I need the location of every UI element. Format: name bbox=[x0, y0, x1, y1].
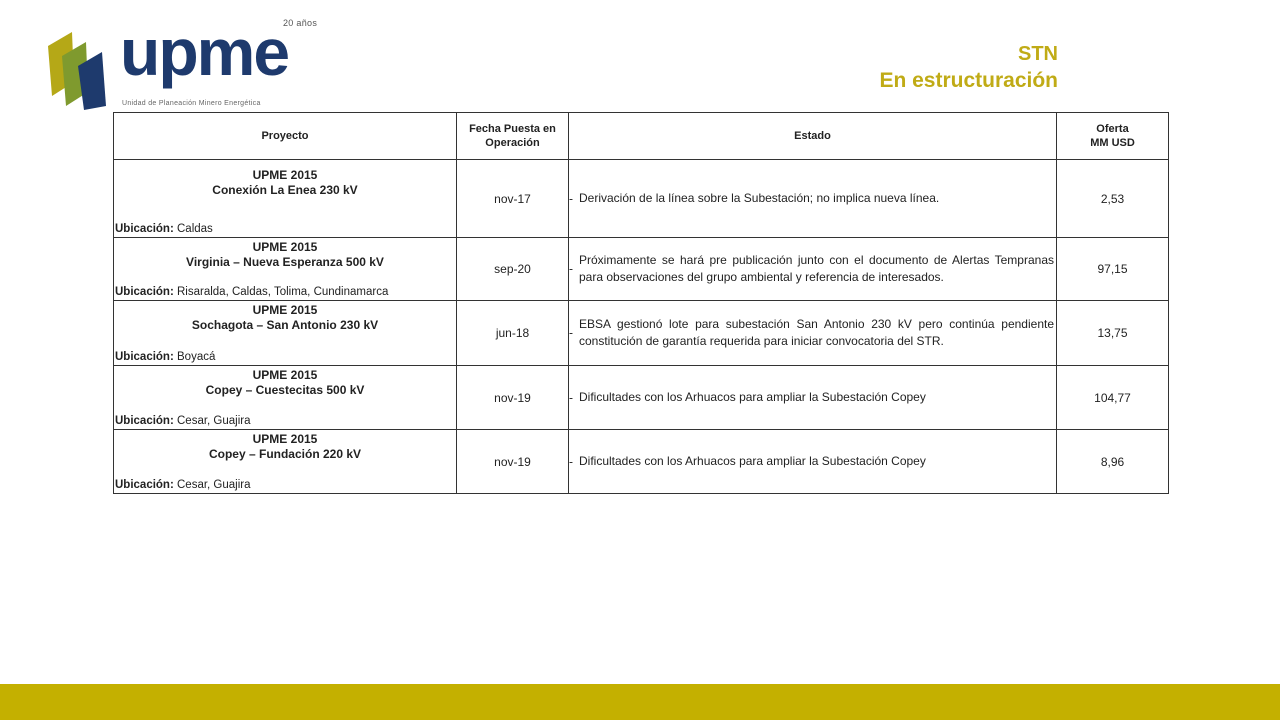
project-cell bbox=[114, 238, 457, 301]
location-label: Ubicación: bbox=[115, 222, 174, 235]
location-value: Cesar, Guajira bbox=[177, 478, 251, 491]
table-row bbox=[114, 301, 1169, 366]
location-value: Boyacá bbox=[177, 350, 216, 363]
location-value: Caldas bbox=[177, 222, 213, 235]
title-line-1: STN bbox=[1018, 43, 1058, 65]
project-location bbox=[114, 351, 215, 363]
offer-cell: 13,75 bbox=[1057, 301, 1169, 366]
location-label: Ubicación: bbox=[115, 350, 174, 363]
offer-cell: 104,77 bbox=[1057, 366, 1169, 430]
location-label: Ubicación: bbox=[115, 478, 174, 491]
table-row bbox=[114, 160, 1169, 238]
project-cell bbox=[114, 301, 457, 366]
project-name: Sochagota – San Antonio 230 kV bbox=[191, 317, 379, 332]
bullet-dash: - bbox=[569, 390, 573, 404]
state-text: Próximamente se hará pre publicación junto con el documento de Alertas Tempranas para observaciones del grupo ambiental y referencia de interesados. bbox=[579, 253, 1054, 284]
table-row bbox=[114, 366, 1169, 430]
location-value: Cesar, Guajira bbox=[177, 414, 251, 427]
date-cell: jun-18 bbox=[457, 301, 569, 366]
table-row bbox=[114, 238, 1169, 301]
state-text: Dificultades con los Arhuacos para ampliar la Subestación Copey bbox=[579, 454, 926, 468]
bullet-dash: - bbox=[569, 325, 573, 340]
state-cell bbox=[569, 160, 1057, 238]
header-estado: Estado bbox=[569, 113, 1057, 160]
project-cell bbox=[114, 160, 457, 238]
project-name: Copey – Cuestecitas 500 kV bbox=[205, 382, 365, 397]
date-cell: nov-19 bbox=[457, 430, 569, 494]
date-cell: nov-19 bbox=[457, 366, 569, 430]
title-line-2: En estructuración bbox=[879, 69, 1058, 92]
state-text: Dificultades con los Arhuacos para ampliar la Subestación Copey bbox=[579, 390, 926, 404]
project-program: UPME 2015 bbox=[252, 302, 318, 317]
state-cell bbox=[569, 238, 1057, 301]
offer-cell: 8,96 bbox=[1057, 430, 1169, 494]
project-location bbox=[114, 479, 251, 491]
offer-cell: 2,53 bbox=[1057, 160, 1169, 238]
header-oferta-line2: MM USD bbox=[1090, 137, 1135, 149]
projects-table bbox=[113, 112, 1169, 494]
location-label: Ubicación: bbox=[115, 285, 174, 298]
bullet-dash: - bbox=[569, 191, 573, 205]
project-program: UPME 2015 bbox=[252, 167, 318, 182]
logo-leaf-icon bbox=[44, 16, 114, 112]
project-name: Virginia – Nueva Esperanza 500 kV bbox=[186, 254, 384, 269]
slide-title bbox=[879, 41, 1058, 94]
state-cell bbox=[569, 430, 1057, 494]
offer-cell: 97,15 bbox=[1057, 238, 1169, 301]
state-cell bbox=[569, 366, 1057, 430]
project-program: UPME 2015 bbox=[252, 431, 318, 446]
table-header-row bbox=[114, 113, 1169, 160]
table-row bbox=[114, 430, 1169, 494]
project-cell bbox=[114, 430, 457, 494]
location-label: Ubicación: bbox=[115, 414, 174, 427]
project-cell bbox=[114, 366, 457, 430]
logo-subtitle: Unidad de Planeación Minero Energética bbox=[122, 100, 261, 107]
bullet-dash: - bbox=[569, 454, 573, 468]
state-cell bbox=[569, 301, 1057, 366]
project-location bbox=[114, 223, 213, 235]
date-cell: sep-20 bbox=[457, 238, 569, 301]
project-location bbox=[114, 286, 388, 298]
state-text: EBSA gestionó lote para subestación San Antonio 230 kV pero continúa pendiente constitución de garantía requerida para iniciar convocatoria del STR. bbox=[579, 317, 1054, 348]
logo-years: 20 años bbox=[283, 18, 318, 28]
bullet-dash: - bbox=[569, 261, 573, 276]
footer-bar bbox=[0, 684, 1280, 720]
logo-wordmark: upme bbox=[120, 15, 289, 89]
header-fecha: Fecha Puesta en Operación bbox=[457, 113, 569, 160]
header-oferta-line1: Oferta bbox=[1096, 123, 1129, 135]
project-name: Copey – Fundación 220 kV bbox=[208, 446, 362, 461]
location-value: Risaralda, Caldas, Tolima, Cundinamarca bbox=[177, 285, 389, 298]
date-cell: nov-17 bbox=[457, 160, 569, 238]
state-text: Derivación de la línea sobre la Subestación; no implica nueva línea. bbox=[579, 191, 940, 205]
project-name: Conexión La Enea 230 kV bbox=[212, 182, 358, 197]
project-program: UPME 2015 bbox=[252, 239, 318, 254]
header-oferta bbox=[1057, 113, 1169, 160]
project-program: UPME 2015 bbox=[252, 367, 318, 382]
project-location bbox=[114, 415, 251, 427]
header-proyecto: Proyecto bbox=[114, 113, 457, 160]
